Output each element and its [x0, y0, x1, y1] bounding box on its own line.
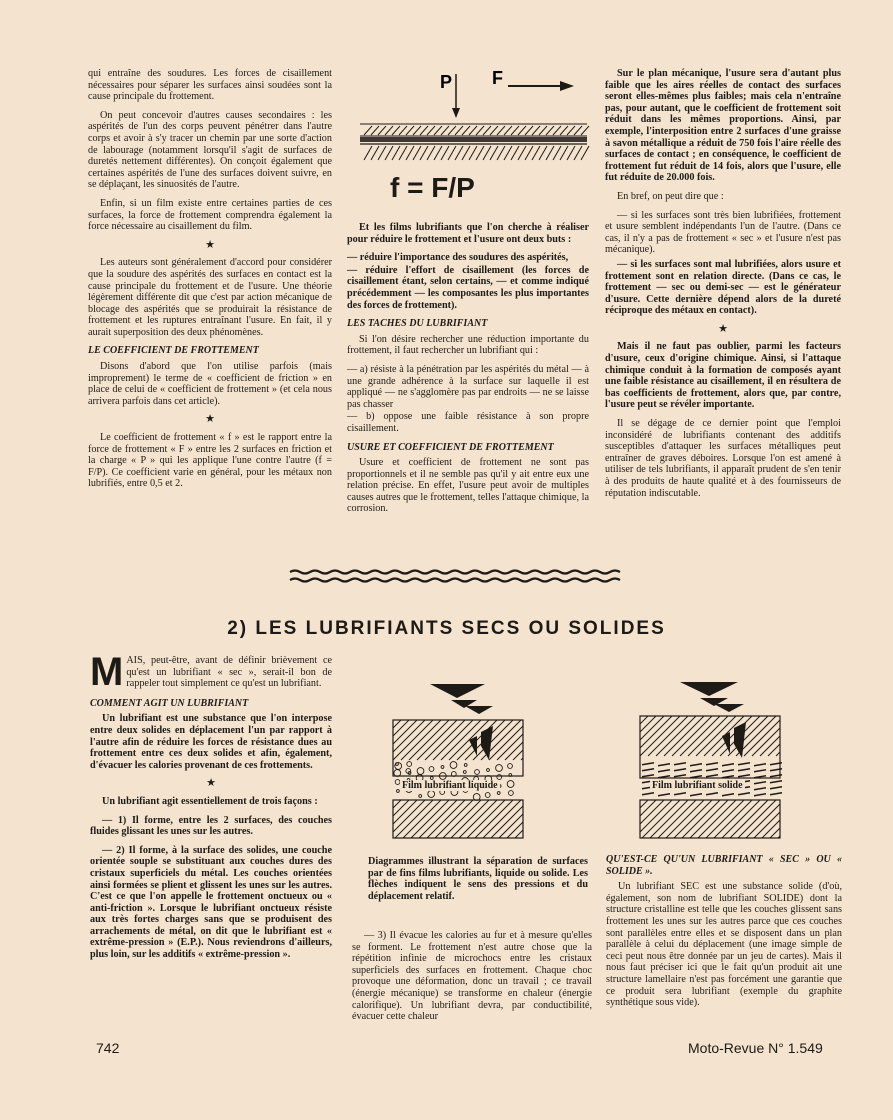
- paragraph: Le coefficient de frottement « f » est le rapport entre la force de frottement « F » entre les 2 surfaces en friction et la charge « P » qui les applique l'une contre l'autre (f = F/P). Ce coefficient varie en général, pour les métaux non lubrifiés, entre 0,5 et 2.: [88, 432, 332, 490]
- paragraph: Et les films lubrifiants que l'on cherche à réaliser pour réduire le frottement et l'usure ont deux buts :: [347, 222, 589, 245]
- intro-text: AIS, peut-être, avant de définir brièvement ce qu'est un lubrifiant « sec », serait-il bon de rappeler tout simplement ce qu'est un lubrifiant.: [126, 655, 332, 690]
- paragraph: On peut concevoir d'autres causes secondaires : les aspérités de l'un des corps peuvent pénétrer dans l'autre corps et avoir à s'y tracer un chemin par une sorte d'action de labourage (notamment lorsqu'il s'agit de surfaces de duretés nettement différentes). On conçoit également que certaines aspérités de l'une des surfaces doivent suivre, en se déplaçant, les sinuosités de l'autre.: [88, 109, 332, 191]
- page-number: 742: [96, 1040, 120, 1056]
- paragraph: — si les surfaces sont très bien lubrifiées, frottement et usure semblent indépendants l'un de l'autre. (Dans ce cas, il n'y a pas de frottement « sec » et l'usure n'est pas mécanique).: [605, 209, 841, 256]
- star-separator-icon: ★: [206, 777, 216, 790]
- paragraph: qui entraîne des soudures. Les forces de cisaillement nécessaires pour séparer les surfaces ainsi soudées sont la cause principale du frottement.: [88, 68, 332, 103]
- paragraph: Les auteurs sont généralement d'accord pour considérer que la soudure des aspérités des surfaces en contact est la cause principale du frottement et de l'usure. Une théorie légèrement différente dit que c'est par action mécanique de blocage des aspérités que se produirait la résistance de frottement et les ruptures entraînant l'usure. En fait, il y aurait superposition des deux phénomènes.: [88, 257, 332, 338]
- paragraph: — 3) Il évacue les calories au fur et à mesure qu'elles se forment. Le frottement n'est autre chose que la répétition infinie de microchocs entre les cristaux superficiels des surfaces en frottement. Chaque choc provoque une déformation, donc un travail ; ce travail (énergie mécanique) se transforme en chaleur (énergie calorifique). Un lubrifiant devra, par conductibilité, évacuer cette chaleur: [352, 930, 592, 1023]
- wavy-separator: [290, 562, 610, 592]
- section-heading: COMMENT AGIT UN LUBRIFIANT: [90, 697, 249, 709]
- paragraph: — 1) Il forme, entre les 2 surfaces, des couches fluides glissant les unes sur les autres.: [90, 814, 332, 838]
- paragraph: Sur le plan mécanique, l'usure sera d'autant plus faible que les aires réelles de contact des surfaces seront elles-mêmes plus faibles; mais cela n'entraîne pas, pour autant, que le coefficient de frottement soit réduit dans les mêmes proportions. Ainsi, par exemple, l'interposition entre 2 surfaces d'une graisse à savon métallique a réduit de 750 fois l'aire réelle des surfaces de contact ; en conséquence, le coefficient de frottement fut réduit de 14 fois, alors que l'usure, elle fut réduite de 20.000 fois.: [605, 68, 841, 184]
- section-heading: USURE ET COEFFICIENT DE FROTTEMENT: [347, 441, 554, 453]
- paragraph: — réduire l'importance des soudures des aspérités,: [347, 252, 569, 264]
- magazine-footer: Moto-Revue N° 1.549: [688, 1040, 823, 1056]
- liquid-film-diagram: [385, 680, 535, 845]
- friction-formula: f = F/P: [390, 172, 475, 203]
- star-separator-icon: ★: [205, 238, 215, 251]
- column-2-top: [347, 222, 589, 522]
- solid-film-label: Film lubrifiant solide: [652, 780, 743, 791]
- paragraph: Disons d'abord que l'on utilise parfois (mais improprement) le terme de « coefficient de friction » en place de celui de « coefficient de frottement » (et cela nous arrivera parfois dans cet article).: [88, 361, 332, 407]
- section-title: 2) LES LUBRIFIANTS SECS OU SOLIDES: [227, 618, 666, 639]
- column-1-bottom: [90, 650, 332, 968]
- paragraph: Un lubrifiant est une substance que l'on interpose entre deux solides en déplacement l'un par rapport à l'autre afin de réduire les forces de résistance dues au frottement entre ces deux solides et afin, également, d'évacuer les calories provenant de ces frottements.: [90, 713, 332, 771]
- intro-paragraph: [90, 650, 332, 694]
- paragraph: Si l'on désire rechercher une réduction importante du frottement, il faut rechercher un lubrifiant qui :: [347, 333, 589, 357]
- paragraph: — 2) Il forme, à la surface des solides, une couche orientée souple se substituant aux couches dures des cristaux superficiels du métal. Les couches orientées ainsi formées se plient et glissent les unes sur les autres. C'est ce que l'on appelle le frottement onctueux ou « anti-friction ». Lorsque le lubrifiant onctueux résiste aux très fortes charges sans que se produisent des arrachements de métal, on dit que le lubrifiant est « extrême-pression » (E.P.). Nous reviendrons d'ailleurs, plus loin, sur les additifs « extrême-pression ».: [90, 844, 332, 961]
- paragraph: En bref, on peut dire que :: [617, 190, 724, 202]
- solid-film-diagram: [630, 680, 790, 845]
- paragraph: — b) oppose une faible résistance à son propre cisaillement.: [347, 411, 589, 434]
- paragraph: — réduire l'effort de cisaillement (les forces de cisaillement étant, selon certains, — et comme indiqué précédemment — les composantes les plus importantes des forces de frottement).: [347, 264, 589, 311]
- column-3-top: [605, 68, 841, 506]
- section-heading: QU'EST-CE QU'UN LUBRIFIANT « SEC » OU « SOLIDE ».: [606, 854, 842, 877]
- paragraph: Mais il ne faut pas oublier, parmi les facteurs d'usure, ceux d'origine chimique. Ainsi, si l'attaque chimique conduit à la formation de composés ayant une faible résistance au cisaillement, il en résultera de bas coefficients de frottement, alors que, par contre, l'usure peut se révéler importante.: [605, 341, 841, 411]
- column-1-top: [88, 68, 332, 497]
- paragraph: Il se dégage de ce dernier point que l'emploi inconsidéré de lubrifiants contenant des additifs susceptibles d'attaquer les surfaces métalliques peut entraîner de graves déboires. Lorsque l'on est amené à utiliser de tels lubrifiants, il apparaît prudent de s'en tenir à des produits de haute qualité et à des fournisseurs de réputation indiscutable.: [605, 418, 841, 499]
- paragraph: Un lubrifiant SEC est une substance solide (d'où, également, son nom de lubrifiant SOLIDE) dont la structure cristalline est telle que les couches glissent sans frottement les unes sur les autres parce que ces couches sont parallèles entre elles et se disposent dans un plan parallèle à celui du déplacement (une image simple de ceci peut nous être donnée par un jeu de cartes). Mais il nous faut préciser ici que le fait qu'un produit ait une structure lamellaire n'est pas forcément une garantie que ce produit sera lubrifiant (exemple du graphite synthétique sous vide).: [606, 881, 842, 1009]
- paragraph: Enfin, si un film existe entre certaines parties de ces surfaces, la force de frottement comprendra également la force nécessaire au cisaillement du film.: [88, 197, 332, 233]
- label-P: P: [440, 72, 453, 92]
- figure-caption: Diagrammes illustrant la séparation de surfaces par de fins films lubrifiants, liquide ou solide. Les flèches indiquent le sens des pressions et du déplacement relatif.: [368, 856, 588, 902]
- drop-cap: M: [90, 650, 124, 694]
- column-2-bottom: [352, 930, 592, 1030]
- paragraph: — si les surfaces sont mal lubrifiées, alors usure et frottement sont en relation directe. (Dans ce cas, le frottement — sec ou demi-sec — est le générateur d'usure. Cette dernière dépend alors de la dureté réciproque des métaux en contact).: [605, 258, 841, 317]
- column-3-bottom: [606, 854, 842, 1016]
- section-heading: LE COEFFICIENT DE FROTTEMENT: [88, 345, 259, 357]
- paragraph: — a) résiste à la pénétration par les aspérités du métal — à une grande adhérence à la surface sur laquelle il est appliqué — ne s'agglomère pas par endroits — ne se laisse pas chasser: [347, 363, 589, 410]
- paragraph: Un lubrifiant agit essentiellement de trois façons :: [102, 795, 318, 807]
- star-separator-icon: ★: [718, 322, 728, 335]
- section-heading: LES TACHES DU LUBRIFIANT: [347, 318, 488, 330]
- liquid-film-label: Film lubrifiant liquide: [402, 780, 498, 791]
- label-F: F: [492, 68, 503, 88]
- star-separator-icon: ★: [205, 413, 215, 426]
- paragraph: Usure et coefficient de frottement ne sont pas proportionnels et il ne semble pas qu'il y ait entre eux une relation précise. En effet, l'usure peut avoir de multiples causes autres que le frottement, telles l'attaque chimique, la corrosion.: [347, 457, 589, 515]
